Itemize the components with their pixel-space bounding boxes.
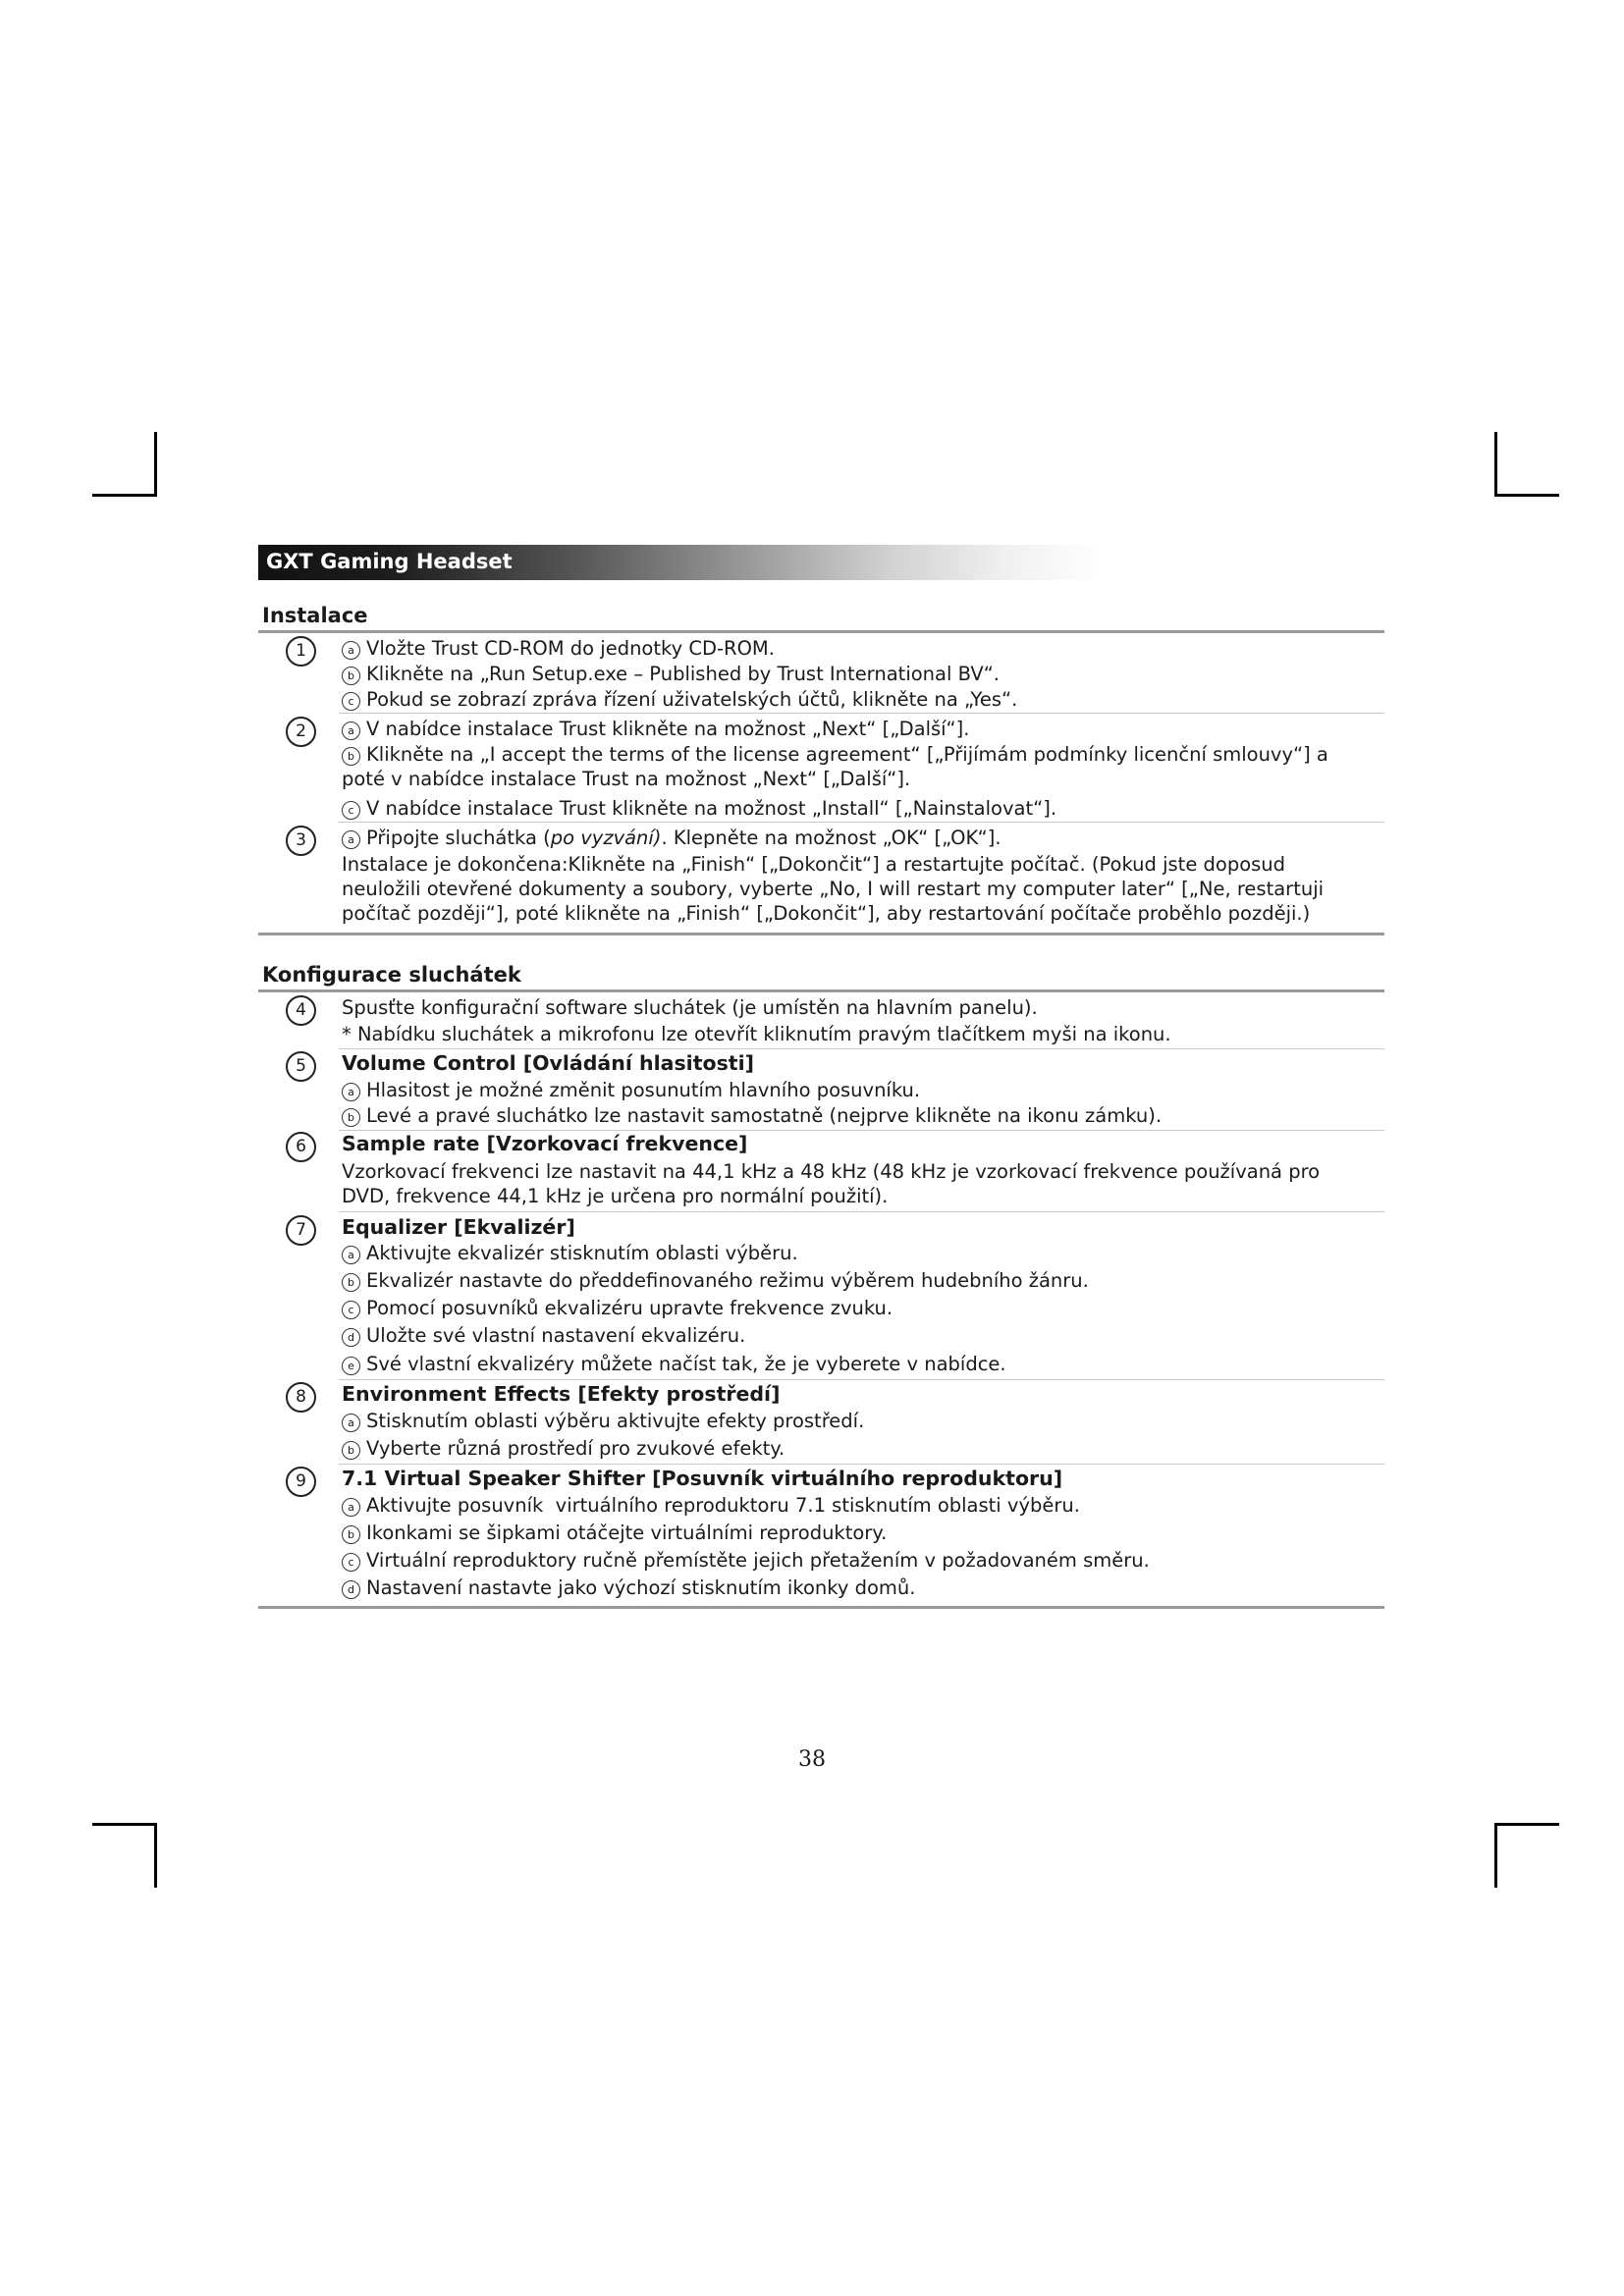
sub-marker-b: b [342, 1441, 360, 1460]
section-rule [258, 989, 1384, 992]
config-step-5-item-a: a Hlasitost je možné změnit posunutím hlavního posuvníku. [342, 1078, 920, 1102]
divider [339, 1211, 1384, 1212]
config-step-5-item-b: b Levé a pravé sluchátko lze nastavit samostatně (nejprve klikněte na ikonu zámku). [342, 1103, 1162, 1128]
config-step-7-item-d: d Uložte své vlastní nastavení ekvalizéru. [342, 1323, 745, 1348]
divider [339, 1130, 1384, 1131]
step-number-6: 6 [286, 1132, 316, 1162]
sub-marker-a: a [342, 1498, 360, 1517]
sub-marker-c: c [342, 692, 360, 711]
divider [339, 1464, 1384, 1465]
install-step-1-line-c: c Pokud se zobrazí zpráva řízení uživatelských účtů, klikněte na „Yes“. [342, 687, 1017, 712]
heading-volume-control: Volume Control [Ovládání hlasitosti] [342, 1051, 754, 1075]
step-number-8: 8 [286, 1382, 316, 1413]
heading-environment-effects: Environment Effects [Efekty prostředí] [342, 1382, 781, 1406]
section-rule [258, 630, 1384, 633]
config-step-7-item-e: e Své vlastní ekvalizéry můžete načíst tak, že je vyberete v nabídce. [342, 1352, 1006, 1376]
crop-mark-bottom-left-v [154, 1823, 157, 1888]
sub-marker-a: a [342, 721, 360, 740]
heading-equalizer: Equalizer [Ekvalizér] [342, 1215, 575, 1239]
step-number-7: 7 [286, 1215, 316, 1246]
step-number-1: 1 [286, 636, 316, 667]
crop-mark-top-left-v [154, 432, 157, 497]
config-step-9-item-d: d Nastavení nastavte jako výchozí stisknutím ikonky domů. [342, 1575, 915, 1600]
config-step-4-line-1: Spusťte konfigurační software sluchátek (je umístěn na hlavním panelu). [342, 996, 1038, 1019]
config-step-9-item-a: a Aktivujte posuvník virtuálního reproduktoru 7.1 stisknutím oblasti výběru. [342, 1493, 1080, 1518]
sub-marker-b: b [342, 1108, 360, 1127]
crop-mark-top-right-v [1494, 432, 1497, 497]
sub-marker-c: c [342, 801, 360, 820]
config-step-7-item-a: a Aktivujte ekvalizér stisknutím oblasti výběru. [342, 1241, 798, 1265]
sub-marker-b: b [342, 667, 360, 685]
step-number-4: 4 [286, 995, 316, 1026]
config-step-7-item-b: b Ekvalizér nastavte do předdefinovaného režimu výběrem hudebního žánru. [342, 1268, 1089, 1293]
sub-marker-c: c [342, 1301, 360, 1319]
install-step-3-line-a: a Připojte sluchátka (po vyzvání). Klepněte na možnost „OK“ [„OK“]. [342, 826, 1001, 850]
section-rule [258, 1606, 1384, 1609]
install-step-2-line-b: b Klikněte na „I accept the terms of the license agreement“ [„Přijímám podmínky licenční smlouvy“] a poté v nabídce instalace Trust na možnost „Next“ [„Další“]. [342, 743, 1328, 790]
heading-virtual-speaker-shifter: 7.1 Virtual Speaker Shifter [Posuvník virtuálního reproduktoru] [342, 1467, 1063, 1490]
sub-marker-a: a [342, 1246, 360, 1264]
section-rule [258, 933, 1384, 935]
sub-marker-a: a [342, 830, 360, 849]
sub-marker-b: b [342, 1525, 360, 1544]
divider [339, 1048, 1384, 1049]
config-step-9-item-c: c Virtuální reproduktory ručně přemístěte jejich přetažením v požadovaném směru. [342, 1548, 1150, 1573]
install-step-3-completion-text: Instalace je dokončena:Klikněte na „Finish“ [„Dokončit“] a restartujte počítač. (Pokud jste doposud neuložili otevřené dokumenty a soubory, vyberte „No, I will restart my computer later“ [„Ne, restartuji počítač později“], poté klikněte na „Finish“ [„Dokončit“], aby restartování počítače proběhlo později.) [342, 853, 1325, 925]
config-step-4-line-2: * Nabídku sluchátek a mikrofonu lze otevřít kliknutím pravým tlačítkem myši na ikonu. [342, 1023, 1171, 1045]
section-title-installation: Instalace [262, 604, 368, 627]
config-step-8-item-a: a Stisknutím oblasti výběru aktivujte efekty prostředí. [342, 1409, 864, 1433]
sub-marker-c: c [342, 1553, 360, 1572]
crop-mark-top-left-h [92, 494, 157, 497]
header-bar [258, 545, 1240, 580]
step-number-5: 5 [286, 1051, 316, 1082]
step-number-3: 3 [286, 826, 316, 856]
config-step-8-item-b: b Vyberte různá prostředí pro zvukové efekty. [342, 1436, 785, 1461]
divider [339, 713, 1384, 714]
page-number: 38 [798, 1747, 826, 1772]
sub-marker-a: a [342, 1083, 360, 1101]
sub-marker-b: b [342, 747, 360, 766]
sub-marker-a: a [342, 1414, 360, 1432]
divider [339, 1379, 1384, 1380]
install-step-1-line-a: a Vložte Trust CD-ROM do jednotky CD-ROM. [342, 636, 775, 661]
crop-mark-bottom-right-v [1494, 1823, 1497, 1888]
step-number-9: 9 [286, 1467, 316, 1497]
section-title-configuration: Konfigurace sluchátek [262, 963, 521, 987]
header-title: GXT Gaming Headset [266, 550, 513, 573]
divider [339, 822, 1384, 823]
install-step-1-line-b: b Klikněte na „Run Setup.exe – Published by Trust International BV“. [342, 662, 1000, 686]
crop-mark-bottom-left-h [92, 1823, 157, 1826]
crop-mark-top-right-h [1494, 494, 1559, 497]
install-step-2-line-a: a V nabídce instalace Trust klikněte na možnost „Next“ [„Další“]. [342, 717, 969, 741]
sub-marker-d: d [342, 1328, 360, 1347]
sub-marker-e: e [342, 1357, 360, 1375]
heading-sample-rate: Sample rate [Vzorkovací frekvence] [342, 1132, 748, 1155]
crop-mark-bottom-right-h [1494, 1823, 1559, 1826]
sub-marker-b: b [342, 1273, 360, 1292]
config-step-7-item-c: c Pomocí posuvníků ekvalizéru upravte frekvence zvuku. [342, 1296, 893, 1320]
step-number-2: 2 [286, 717, 316, 747]
sub-marker-a: a [342, 641, 360, 660]
config-step-6-text: Vzorkovací frekvenci lze nastavit na 44,1 kHz a 48 kHz (48 kHz je vzorkovací frekvence používaná pro DVD, frekvence 44,1 kHz je určena pro normální použití). [342, 1160, 1321, 1207]
install-step-2-line-c: c V nabídce instalace Trust klikněte na možnost „Install“ [„Nainstalovat“]. [342, 796, 1056, 821]
sub-marker-d: d [342, 1580, 360, 1599]
config-step-9-item-b: b Ikonkami se šipkami otáčejte virtuálními reproduktory. [342, 1521, 887, 1545]
